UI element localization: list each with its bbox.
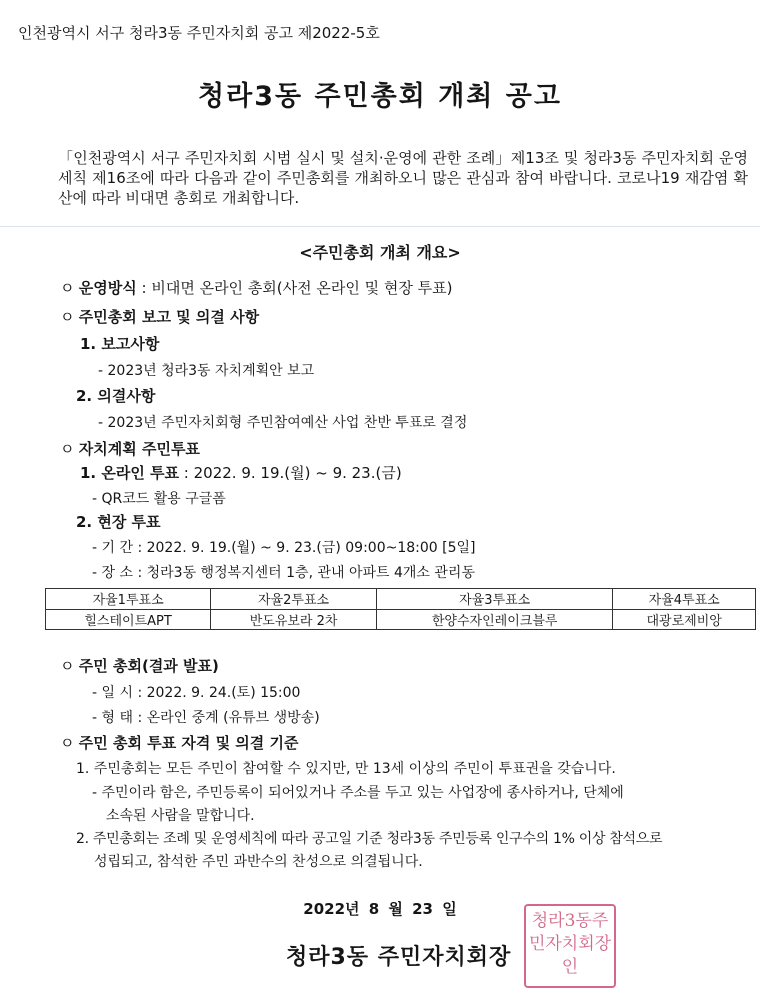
operation-label: 운영방식 [78, 279, 137, 297]
report-item2-detail: - 2023년 주민자치회형 주민참여예산 사업 찬반 투표로 결정 [98, 415, 468, 431]
qualification-item2-line1: 2. 주민총회는 조례 및 운영세칙에 따라 공고일 기준 청라3동 주민등록 인구수의 1% 이상 참석으로 [76, 831, 663, 847]
table-header-row [46, 589, 756, 610]
signer: 청라3동 주민자치회장 [286, 945, 512, 970]
bullet-circle: ㅇ [60, 440, 75, 458]
qualification-bullet [60, 732, 299, 753]
report-bullet [60, 306, 259, 327]
bullet-circle: ㅇ [60, 279, 75, 297]
assembly-bullet [60, 655, 219, 676]
online-vote-line [80, 462, 402, 483]
operation-value: : 비대면 온라인 총회(사전 온라인 및 현장 투표) [136, 279, 453, 297]
table-cell: 한양수자인레이크블루 [376, 609, 612, 630]
overview-heading: <주민총회 개최 개요> [299, 243, 461, 262]
table-header-cell: 자율4투표소 [613, 589, 756, 610]
page-title: 청라3동 주민총회 개최 공고 [198, 81, 562, 112]
onsite-vote-label: 2. 현장 투표 [76, 513, 161, 531]
official-seal [524, 904, 616, 988]
qualification-heading: 주민 총회 투표 자격 및 의결 기준 [78, 734, 299, 752]
table-cell: 반도유보라 2차 [211, 609, 377, 630]
onsite-vote-period: - 기 간 : 2022. 9. 19.(월) ~ 9. 23.(금) 09:00~18:00 [5일] [92, 540, 476, 556]
operation-bullet [60, 277, 452, 298]
polling-station-table [45, 588, 756, 630]
vote-bullet [60, 438, 200, 459]
notice-number: 인천광역시 서구 청라3동 주민자치회 공고 제2022-5호 [18, 24, 380, 42]
report-item2-title: 2. 의결사항 [76, 387, 156, 405]
table-cell: 대광로제비앙 [613, 609, 756, 630]
onsite-vote-place: - 장 소 : 청라3동 행정복지센터 1층, 관내 아파트 4개소 관리동 [92, 565, 475, 581]
table-cell: 힐스테이트APT [46, 609, 211, 630]
table-row [46, 609, 756, 630]
online-vote-value: : 2022. 9. 19.(월) ~ 9. 23.(금) [179, 464, 402, 482]
qualification-item1-sub-line1: - 주민이라 함은, 주민등록이 되어있거나 주소를 두고 있는 사업장에 종사하거나, 단체에 [92, 785, 624, 801]
vote-heading: 자치계획 주민투표 [78, 440, 200, 458]
report-item1-detail: - 2023년 청라3동 자치계획안 보고 [98, 363, 315, 379]
bullet-circle: ㅇ [60, 308, 75, 326]
online-vote-label: 1. 온라인 투표 [80, 464, 180, 482]
table-header-cell: 자율2투표소 [211, 589, 377, 610]
qualification-item2-line2: 성립되고, 참석한 주민 과반수의 찬성으로 의결됩니다. [94, 854, 423, 870]
qualification-item1-sub-line2: 소속된 사람을 말합니다. [106, 808, 255, 824]
report-item1-title: 1. 보고사항 [80, 335, 160, 353]
table-header-cell: 자율3투표소 [376, 589, 612, 610]
section-divider [0, 226, 760, 227]
intro-paragraph: 「인천광역시 서구 주민자치회 시범 실시 및 설치·운영에 관한 조례」제13조 및 청라3동 주민자치회 운영세칙 제16조에 따라 다음과 같이 주민총회를 개최하오니 많은 관심과 참여 바랍니다. 코로나19 재감염 확산에 따라 비대면 총회로 개최합니다. [58, 149, 748, 207]
report-heading: 주민총회 보고 및 의결 사항 [78, 308, 260, 326]
assembly-heading: 주민 총회(결과 발표) [78, 657, 219, 675]
seal-text: 청라3동주민자치회장인 [528, 911, 612, 977]
qualification-item1: 1. 주민총회는 모든 주민이 참여할 수 있지만, 만 13세 이상의 주민이 투표권을 갖습니다. [76, 761, 616, 777]
assembly-date: - 일 시 : 2022. 9. 24.(토) 15:00 [92, 685, 301, 701]
bullet-circle: ㅇ [60, 734, 75, 752]
issue-date: 2022년 8 월 23 일 [303, 900, 457, 918]
bullet-circle: ㅇ [60, 657, 75, 675]
online-vote-detail: - QR코드 활용 구글폼 [92, 491, 226, 507]
table-header-cell: 자율1투표소 [46, 589, 211, 610]
assembly-form: - 형 태 : 온라인 중계 (유튜브 생방송) [92, 710, 320, 726]
